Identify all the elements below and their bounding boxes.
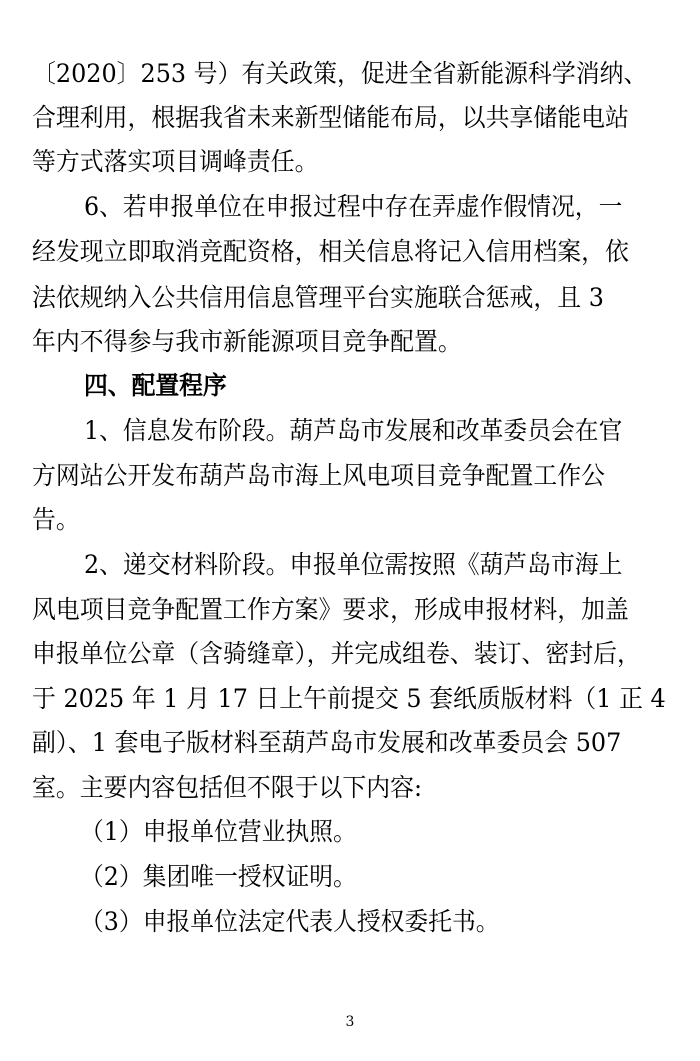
line-text: 告。 [32, 505, 80, 534]
list-item-text: （1）申报单位营业执照。 [80, 817, 357, 846]
text-line [0, 459, 700, 493]
line-text: 等方式落实项目调峰责任。 [32, 147, 319, 176]
line-text: 申报单位公章（含骑缝章），并完成组卷、装订、密封后， [32, 639, 641, 668]
paragraph-start-line [0, 190, 700, 224]
line-text: 法依规纳入公共信用信息管理平台实施联合惩戒，且 3 [32, 283, 604, 312]
line-text: 风电项目竞争配置工作方案》要求，形成申报材料，加盖 [32, 595, 629, 624]
list-item-text: （2）集团唯一授权证明。 [80, 862, 357, 891]
line-text: 6、若申报单位在申报过程中存在弄虚作假情况，一 [84, 192, 623, 221]
list-item [0, 905, 700, 939]
line-text: 经发现立即取消竞配资格，相关信息将记入信用档案，依 [32, 237, 629, 266]
text-line [0, 281, 700, 315]
text-line [0, 726, 700, 760]
line-text: 方网站公开发布葫芦岛市海上风电项目竞争配置工作公 [32, 461, 606, 490]
paragraph-start-line [0, 548, 700, 582]
line-text: 年内不得参与我市新能源项目竞争配置。 [32, 327, 462, 356]
text-line [0, 637, 700, 671]
line-text: 室。主要内容包括但不限于以下内容: [32, 773, 423, 802]
line-text: 副）、1 套电子版材料至葫芦岛市发展和改革委员会 507 [32, 728, 622, 757]
list-item-text: （3）申报单位法定代表人授权委托书。 [80, 907, 500, 936]
line-text: 2、递交材料阶段。申报单位需按照《葫芦岛市海上 [84, 550, 623, 579]
paragraph-start-line [0, 414, 700, 448]
text-line [0, 101, 700, 135]
line-text: 〔2020〕253 号）有关政策，促进全省新能源科学消纳、 [32, 59, 648, 88]
text-line [0, 593, 700, 627]
text-line [0, 145, 700, 179]
line-text: 1、信息发布阶段。葫芦岛市发展和改革委员会在官 [84, 416, 623, 445]
page-number: 3 [345, 1014, 355, 1030]
line-text: 于 2025 年 1 月 17 日上午前提交 5 套纸质版材料（1 正 4 [32, 684, 666, 713]
text-line [0, 503, 700, 537]
text-line [0, 57, 700, 91]
list-item [0, 860, 700, 894]
text-line [0, 771, 700, 805]
section-heading [0, 369, 700, 403]
heading-text: 四、配置程序 [84, 371, 227, 400]
text-line [0, 235, 700, 269]
text-line [0, 325, 700, 359]
text-line [0, 682, 700, 716]
list-item [0, 815, 700, 849]
line-text: 合理利用，根据我省未来新型储能布局，以共享储能电站 [32, 103, 629, 132]
